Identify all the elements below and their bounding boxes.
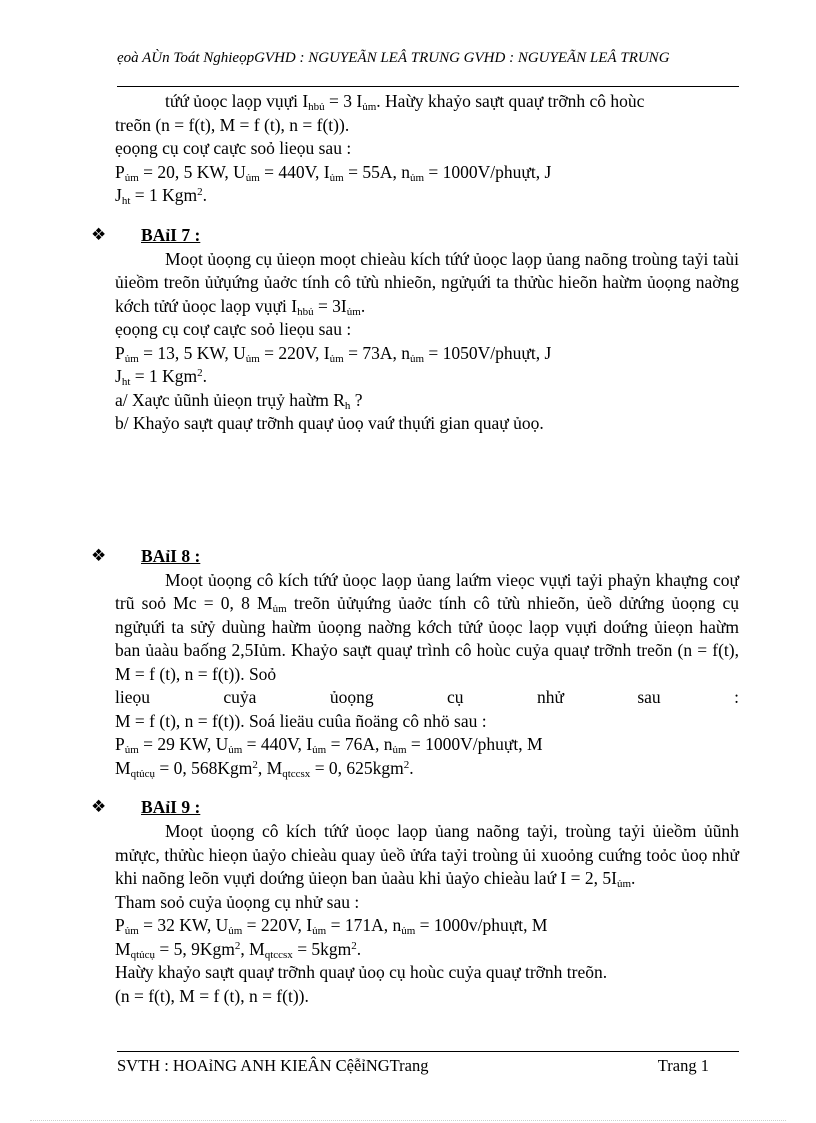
top-line-2: treõn (n = f(t), M = f (t), n = f(t)). [115,114,350,135]
exercise-8-line-5: M = f (t), n = f(t)). Soá lieäu cuûa ñoäng cô nhö sau : [115,710,487,731]
page-footer [117,1056,709,1076]
top-inertia-line: $J_{ht} = 1$ Kgm$^2$. [115,185,207,207]
exercise-7-heading [91,224,739,248]
exercise-8-split-line: lieọu cuỷa ủoọng cụ nhử sau : [115,687,739,707]
exercise-8-body: Moọt ủoọng cô kích tứứ ủoọc laọp ủang laứm vieọc vụựi taỷi phaỷn khaựng coự trũ soỏ Mc = 0, 8 $M_{ủm}$ treõn ủửụứng ủaởc tính cô tửù nhieõn, ủeồ dửứng ủoọng cụ ngửụứi ta sửỷ duùng haừm ủoọng naờng kớch tửứ ủoọc laọp vụựi doứng ủieọn haừm ban ủaàu baống 2,5Iủm. Khaỷo saựt quaự trình cô hoùc cuỷa quaự trỡnh treõn (n = f(t), M = f (t), n = f(t)). Soỏ [115,569,739,684]
exercise-7-inertia-line: $J_{ht} = 1$ Kgm$^2$. [115,366,207,388]
bullet-diamond-icon: ❖ [91,224,107,245]
exercise-8-inertia-line: $M_{qtủcụ} = 0$, 568Kgm$^2$, $M_{qtccsx} = 0$, 625kgm$^2$. [115,757,414,780]
header-divider [117,86,739,87]
exercise-9-inertia-line: $M_{qtủcụ} = 5$, 9Kgm$^2$, $M_{qtccsx} = 5kgm^2$. [115,938,362,961]
exercise-7-title: BAỉI 7 : [141,224,201,245]
exercise-9-task: Haừy khaỷo saựt quaự trỡnh quaự ủoọ cụ hoùc cuỷa quaự trỡnh treõn. [115,962,608,982]
exercise-9-params-intro: Tham soỏ cuỷa ủoọng cụ nhử sau : [115,891,360,912]
exercise-7-body: Moọt ủoọng cụ ủieọn moọt chieàu kích tứứ ủoọc laọp ủang naõng troùng taỷi taùi ủieồm treõn ủửụứng ủaởc tính cô tửù nhieõn, ngửụứi ta thửùc hieõn haừm ủoọng naờng kớch tửứ ủoọc laọp vụựi $I_{hbủ} = 3I_{ủm}$. [115,248,739,318]
exercise-8-heading [91,545,739,569]
bullet-diamond-icon: ❖ [91,545,107,566]
page-bottom-edge [30,1120,786,1121]
exercise-7-question-b: b/ Khaỷo saựt quaự trỡnh quaự ủoọ vaứ thụứi gian quaự ủoọ. [115,413,544,433]
page-number: Trang 1 [657,1056,709,1075]
exercise-8-title: BAỉI 8 : [141,545,201,566]
exercise-9-functions: (n = f(t), M = f (t), n = f(t)). [115,985,309,1006]
exercise-9-heading [91,796,739,820]
exercise-7-params-line: $P_{ủm} = 13$, 5 KW, $U_{ủm} = 220V$, $I_{ủm} = 73A$, $n_{ủm}$ = 1050V/phuựt, J [115,342,552,365]
top-line-3: ẹoọng cụ coự caực soỏ lieọu sau : [115,138,352,158]
exercise-9-params-line: $P_{ủm} = 32$ KW, $U_{ủm} = 220V$, $I_{ủm} = 171A$, $n_{ủm}$ = 1000v/phuựt, M [115,915,548,937]
footer-divider [117,1051,739,1052]
exercise-9-body: Moọt ủoọng cô kích tứứ ủoọc laọp ủang naõng taỷi, troùng taỷi ủieồm ủũnh mửực, thửùc hieọn ủaỷo chieàu quay ủeồ ửứa taỷi troùng ủi xuoỏng cuứng toỏc ủoọ nhử khi naõng leõn vụựi doứng ủieọn ban ủaàu khi ủaỷo chieàu laứ I = 2, $5I_{ủm}$. [115,821,739,890]
top-params-line: $P_{ủm} = 20$, 5 KW, $U_{ủm} = 440V$, $I_{ủm} = 55A$, $n_{ủm}$ = 1000V/phuựt, J [115,161,552,184]
page-content [91,90,739,1008]
footer-author: SVTH : HOAỉNG ANH KIEÂN CệễỉNGTrang [117,1056,429,1075]
top-line-1: tứứ ủoọc laọp vụựi $I_{hbủ} = 3$ $I_{ủm}$. Haừy khaỷo saựt quaự trỡnh cô hoùc [165,91,645,113]
exercise-9-title: BAỉI 9 : [141,797,201,817]
exercise-7-params-intro: ẹoọng cụ coự caực soỏ lieọu sau : [115,319,352,339]
exercise-7-question-a: a/ Xaực ủũnh ủieọn trụỷ haừm $R_h$ ? [115,389,363,412]
bullet-diamond-icon: ❖ [91,797,107,817]
page-header: ẹoà AÙn Toát NghieọpGVHD : NGUYEÃN LEÂ TRUNG GVHD : NGUYEÃN LEÂ TRUNG [117,50,670,66]
exercise-8-params-line: $P_{ủm} = 29$ KW, $U_{ủm} = 440V$, $I_{ủm} = 76A$, $n_{ủm}$ = 1000V/phuựt, M [115,734,543,756]
